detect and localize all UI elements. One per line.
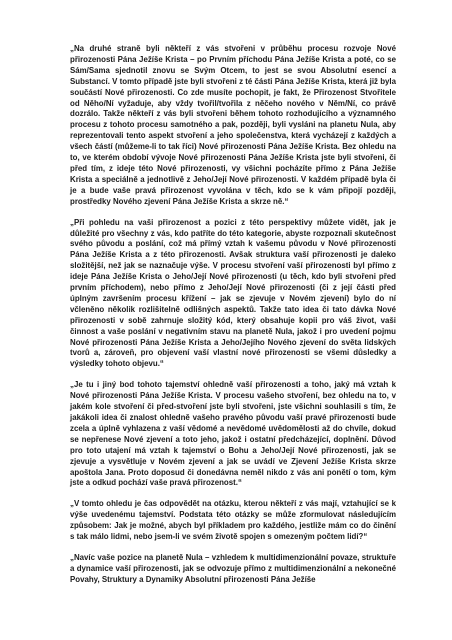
paragraph-2: „Při pohledu na vaši přirozenost a pozici z této perspektivy můžete vidět, jak je důležité pro všechny z vás, kdo patříte do této kategorie, abyste rozpoznali skutečnost svého původu a poslání, což má přímý vztah k vašemu původu v Nové přirozenosti Pána Ježíše Krista a z této přirozenosti. Avšak struktura vaší přirozenosti je daleko složitější, než jak se naznačuje výše. V procesu stvoření vaší přirozenosti byl přímo z ideje Pána Ježíše Krista o Jeho/Její Nové přirozenosti (u těch, kdo byli stvořeni před prvním příchodem), nebo přímo z Jeho/Její Nové přirozenosti (či z její části před úplným završením procesu křížení – jak se zjevuje v Novém zjevení) bylo do ní včleněno několik rozlišitelně odlišných aspektů. Takže tato idea či tato dávka Nové přirozenosti v sobě zahrnuje složitý kód, který obsahuje kopii pro váš život, vaši činnost a vaše poslání v negativním stavu na planetě Nula, jakož i pro uvedení pojmu Nové přirozenosti Pána Ježíše Krista a Jeho/Jejího Nového zjevení do světa lidských tvorů a, zároveň, pro objevení vaší vlastní nové přirozenosti se všemi důsledky a výsledky tohoto objevu.“ <box>70 217 396 369</box>
paragraph-1: „Na druhé straně byli někteří z vás stvořeni v průběhu procesu rozvoje Nové přirozenosti Pána Ježíše Krista – po Prvním příchodu Pána Ježíše Krista a poté, co se Sám/Sama sjednotil znovu se Svým Otcem, to jest se svou Absolutní esencí a Substancí. V tomto případě jste byli stvořeni z té části Pána Ježíše Krista, která již byla součástí Nové přirozenosti. Co zde musíte pochopit, je fakt, že Přirozenost Stvořitele od Něho/Ní vyžaduje, aby vždy tvořil/tvořila z něčeho nového v Něm/Ní, co právě dozrálo. Takže někteří z vás byli stvořeni během tohoto rozhodujícího a významného procesu z tohoto procesu samotného a pak, později, byli vysláni na planetu Nula, aby reprezentovali tento aspekt stvoření a jeho společenstva, která vycházejí z každých a všech částí (můžeme-li to tak říci) Nové přirozenosti Pána Ježíše Krista. Bez ohledu na to, ve kterém období vývoje Nové přirozenosti Pána Ježíše Krista jste byli stvořeni, či před tím, z ideje této Nové přirozenosti, vy všichni pocházíte přímo z Pána Ježíše Krista a speciálně a jednotlivě z Jeho/Její Nové přirozenosti. V každém případě byla či je a bude vaše pravá přirozenost vyvolána v těch, kdo se k vám připojí později, prostředky Nového zjevení Pána Ježíše Krista a skrze ně.“ <box>70 44 396 206</box>
paragraph-3: „Je tu i jiný bod tohoto tajemství ohledně vaší přirozenosti a toho, jaký má vztah k Nové přirozenosti Pána Ježíše Krista. V procesu vašeho stvoření, bez ohledu na to, v jakém kole stvoření či před-stvoření jste byli stvořeni, jste všichni souhlasili s tím, že jakákoli idea či znalost ohledně vašeho pravého původu vaší pravé přirozenosti bude zcela a úplně vyhlazena z vaší vědomé a nevědomé uvědomělosti až do chvíle, dokud se nepřenese Nové zjevení a toto jeho, jakož i ostatní předcházející, doplnění. Důvod pro toto utajení má vztah k tajemství o Bohu a Jeho/Její Nové přirozenosti, jak se zjevuje a vysvětluje v Novém zjevení a jak se uvádí ve Zjevení Ježíše Krista skrze apoštola Jana. Proto doposud či donedávna neměl nikdo z vás ani ponětí o tom, kým jste a odkud pochází vaše pravá přirozenost.“ <box>70 380 396 488</box>
paragraph-4: „V tomto ohledu je čas odpovědět na otázku, kterou někteří z vás mají, vztahující se k výše uvedenému tajemství. Podstata této otázky se může zformulovat následujícím způsobem: Jak je možné, abych byl příkladem pro každého, jestliže mám co do činění s tak málo lidmi, nebo jsem-li ve svém životě spojen s omezeným počtem lidí?“ <box>70 499 396 542</box>
paragraph-5: „Navíc vaše pozice na planetě Nula – vzhledem k multidimenzionální povaze, struktuře a dynamice vaší přirozenosti, jak se odvozuje přímo z multidimenzionální a nekonečné Povahy, Struktury a Dynamiky Absolutní přirozenosti Pána Ježíše <box>70 552 396 584</box>
